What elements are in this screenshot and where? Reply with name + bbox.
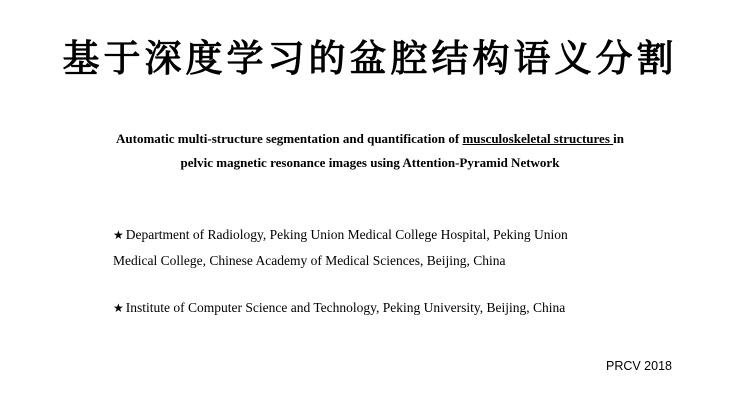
star-icon: ★	[113, 301, 124, 315]
subtitle-line-1	[40, 127, 700, 151]
paper-subtitle	[40, 127, 700, 175]
subtitle-underlined-phrase: musculoskeletal structures	[462, 131, 614, 146]
subtitle-line-1-end: in	[613, 131, 624, 146]
affiliation-radiology-text-1: Department of Radiology, Peking Union Medical College Hospital, Peking Union	[125, 227, 568, 242]
star-icon: ★	[113, 228, 124, 242]
affiliation-computer-science-text: Institute of Computer Science and Technology, Peking University, Beijing, China	[125, 300, 566, 315]
affiliation-computer-science-line-1	[113, 295, 565, 321]
venue-label: PRCV 2018	[605, 359, 672, 373]
slide-title: 基于深度学习的盆腔结构语义分割	[62, 36, 678, 80]
affiliation-radiology-line-1	[113, 222, 568, 248]
subtitle-line-1-start: Automatic multi-structure segmentation and quantification of	[116, 131, 463, 146]
affiliation-computer-science	[113, 295, 565, 321]
subtitle-line-2: pelvic magnetic resonance images using Attention-Pyramid Network	[180, 155, 560, 170]
affiliation-radiology	[113, 222, 568, 273]
affiliation-radiology-line-2: Medical College, Chinese Academy of Medical Sciences, Beijing, China	[113, 253, 506, 268]
